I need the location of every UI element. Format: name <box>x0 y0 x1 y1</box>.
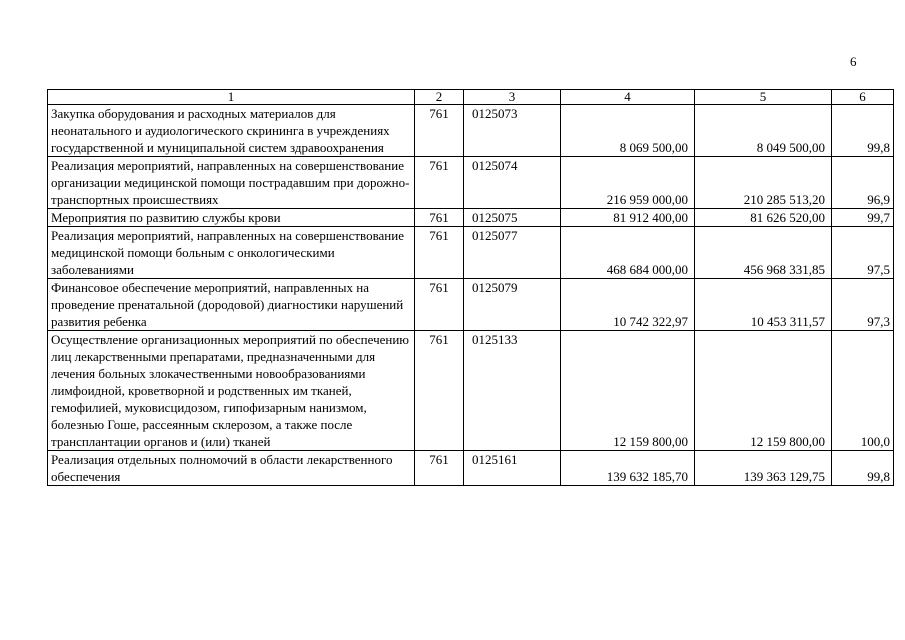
row-actual: 81 626 520,00 <box>695 209 832 227</box>
row-planned: 8 069 500,00 <box>561 105 695 157</box>
column-header: 6 <box>832 90 894 105</box>
row-code: 761 <box>415 227 464 279</box>
row-planned: 12 159 800,00 <box>561 331 695 451</box>
row-percent: 96,9 <box>832 157 894 209</box>
row-article: 0125073 <box>464 105 561 157</box>
row-name: Мероприятия по развитию службы крови <box>48 209 415 227</box>
table-row <box>48 157 894 209</box>
column-header: 1 <box>48 90 415 105</box>
table-row <box>48 227 894 279</box>
budget-table <box>47 89 894 486</box>
row-planned: 468 684 000,00 <box>561 227 695 279</box>
row-code: 761 <box>415 451 464 486</box>
row-name: Реализация отдельных полномочий в области лекарственного обеспечения <box>48 451 415 486</box>
row-percent: 99,8 <box>832 105 894 157</box>
row-name: Осуществление организационных мероприятий по обеспечению лиц лекарственными препаратами, предназначенными для лечения больных злокачественными новообразованиями лимфоидной, кроветворной и родственных им тканей, гемофилией, муковисцидозом, гипофизарным нанизмом, болезнью Гоше, рассеянным склерозом, а также после трансплантации органов и (или) тканей <box>48 331 415 451</box>
row-article: 0125075 <box>464 209 561 227</box>
row-planned: 10 742 322,97 <box>561 279 695 331</box>
column-header: 4 <box>561 90 695 105</box>
row-planned: 216 959 000,00 <box>561 157 695 209</box>
row-percent: 97,5 <box>832 227 894 279</box>
table-row <box>48 451 894 486</box>
column-header: 2 <box>415 90 464 105</box>
row-article: 0125077 <box>464 227 561 279</box>
row-code: 761 <box>415 279 464 331</box>
table-row <box>48 331 894 451</box>
row-article: 0125133 <box>464 331 561 451</box>
page-number: 6 <box>850 54 857 69</box>
row-percent: 99,8 <box>832 451 894 486</box>
row-name: Реализация мероприятий, направленных на совершенствование организации медицинской помощи пострадавшим при дорожно-транспортных происшествиях <box>48 157 415 209</box>
row-actual: 10 453 311,57 <box>695 279 832 331</box>
row-actual: 139 363 129,75 <box>695 451 832 486</box>
row-name: Закупка оборудования и расходных материалов для неонатального и аудиологического скрининга в учреждениях государственной и муниципальной систем здравоохранения <box>48 105 415 157</box>
table-row <box>48 209 894 227</box>
row-percent: 99,7 <box>832 209 894 227</box>
row-planned: 81 912 400,00 <box>561 209 695 227</box>
row-code: 761 <box>415 209 464 227</box>
row-name: Финансовое обеспечение мероприятий, направленных на проведение пренатальной (дородовой) диагностики нарушений развития ребенка <box>48 279 415 331</box>
row-article: 0125161 <box>464 451 561 486</box>
row-article: 0125079 <box>464 279 561 331</box>
row-actual: 8 049 500,00 <box>695 105 832 157</box>
row-code: 761 <box>415 157 464 209</box>
column-header: 3 <box>464 90 561 105</box>
row-planned: 139 632 185,70 <box>561 451 695 486</box>
row-name: Реализация мероприятий, направленных на совершенствование медицинской помощи больным с онкологическими заболеваниями <box>48 227 415 279</box>
row-percent: 100,0 <box>832 331 894 451</box>
table-row <box>48 279 894 331</box>
table-header-row <box>48 90 894 105</box>
row-percent: 97,3 <box>832 279 894 331</box>
row-code: 761 <box>415 105 464 157</box>
row-actual: 456 968 331,85 <box>695 227 832 279</box>
column-header: 5 <box>695 90 832 105</box>
row-code: 761 <box>415 331 464 451</box>
table-row <box>48 105 894 157</box>
row-article: 0125074 <box>464 157 561 209</box>
row-actual: 210 285 513,20 <box>695 157 832 209</box>
row-actual: 12 159 800,00 <box>695 331 832 451</box>
